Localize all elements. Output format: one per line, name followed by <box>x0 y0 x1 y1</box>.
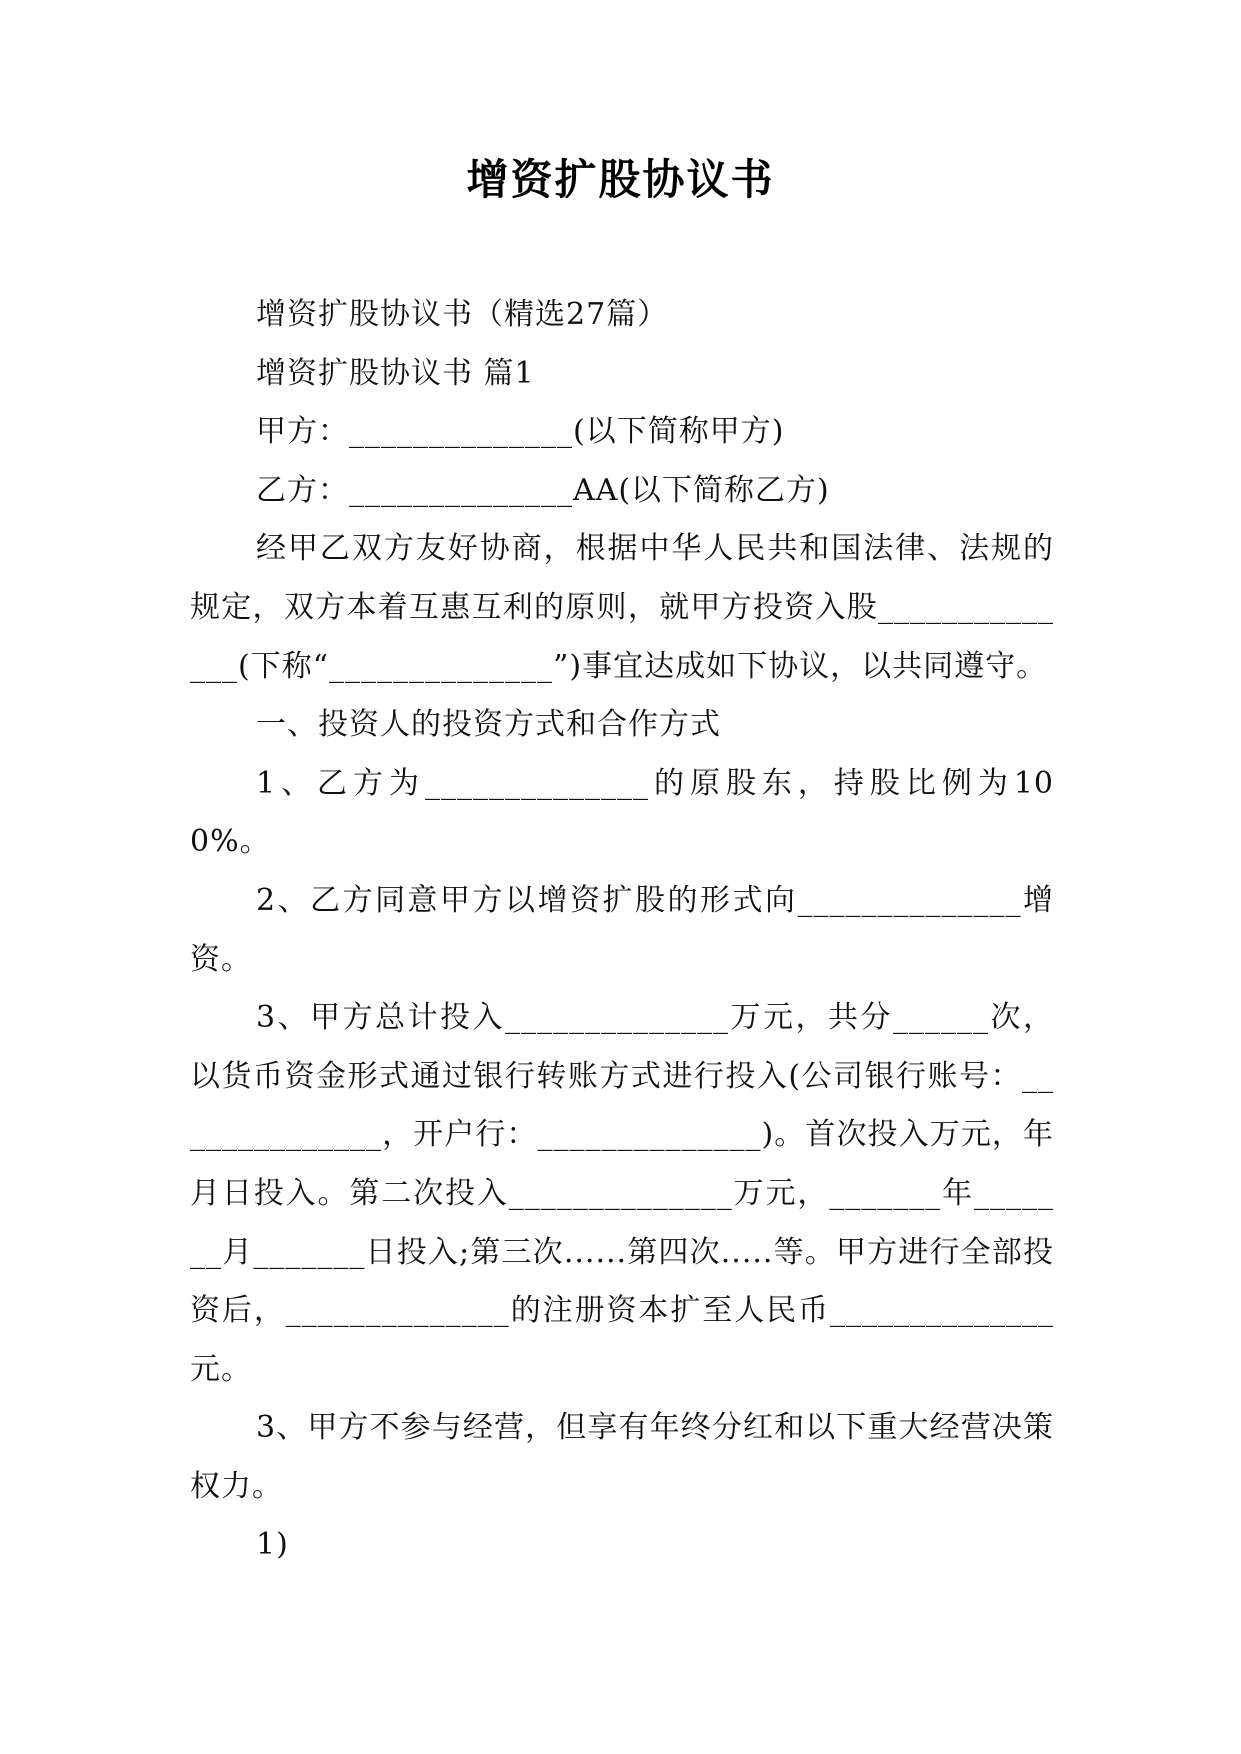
paragraph-section-heading: 一、投资人的投资方式和合作方式 <box>256 707 721 743</box>
paragraph-party-a: 甲方：______________(以下简称甲方) <box>256 414 785 450</box>
paragraph-list-item-1: 1) <box>256 1527 289 1563</box>
paragraph-party-b: 乙方：______________AA(以下简称乙方) <box>256 472 830 508</box>
paragraph-clause-2: 2、乙方同意甲方以增资扩股的形式向______________增资。 <box>190 882 1054 977</box>
paragraph-clause-3-rights: 3、甲方不参与经营，但享有年终分红和以下重大经营决策权力。 <box>190 1410 1054 1504</box>
paragraph-clause-3: 3、甲方总计投入______________万元，共分______次，以货币资金形式通过银行转账方式进行投入(公司银行账号：______________，开户行：______________)。首次投入万元，年月日投入。第二次投入______________万元，_______年_______月_______日投入;第三次......第四次.....等。甲方进行全部投资后，______________的注册资本扩至人民币______________元。 <box>190 1000 1054 1387</box>
document-title: 增资扩股协议书 <box>466 155 775 204</box>
document-body <box>190 286 1054 1575</box>
paragraph-preamble: 经甲乙双方友好协商，根据中华人民共和国法律、法规的规定，双方本着互惠互利的原则，就甲方投资入股______________(下称“______________”)事宜达成如下协议，以共同遵守。 <box>190 531 1054 684</box>
paragraph-chapter-heading: 增资扩股协议书 篇1 <box>256 355 535 391</box>
paragraph-clause-1: 1、乙方为______________的原股东，持股比例为100%。 <box>190 765 1054 860</box>
paragraph-subtitle: 增资扩股协议书（精选27篇） <box>256 297 669 332</box>
